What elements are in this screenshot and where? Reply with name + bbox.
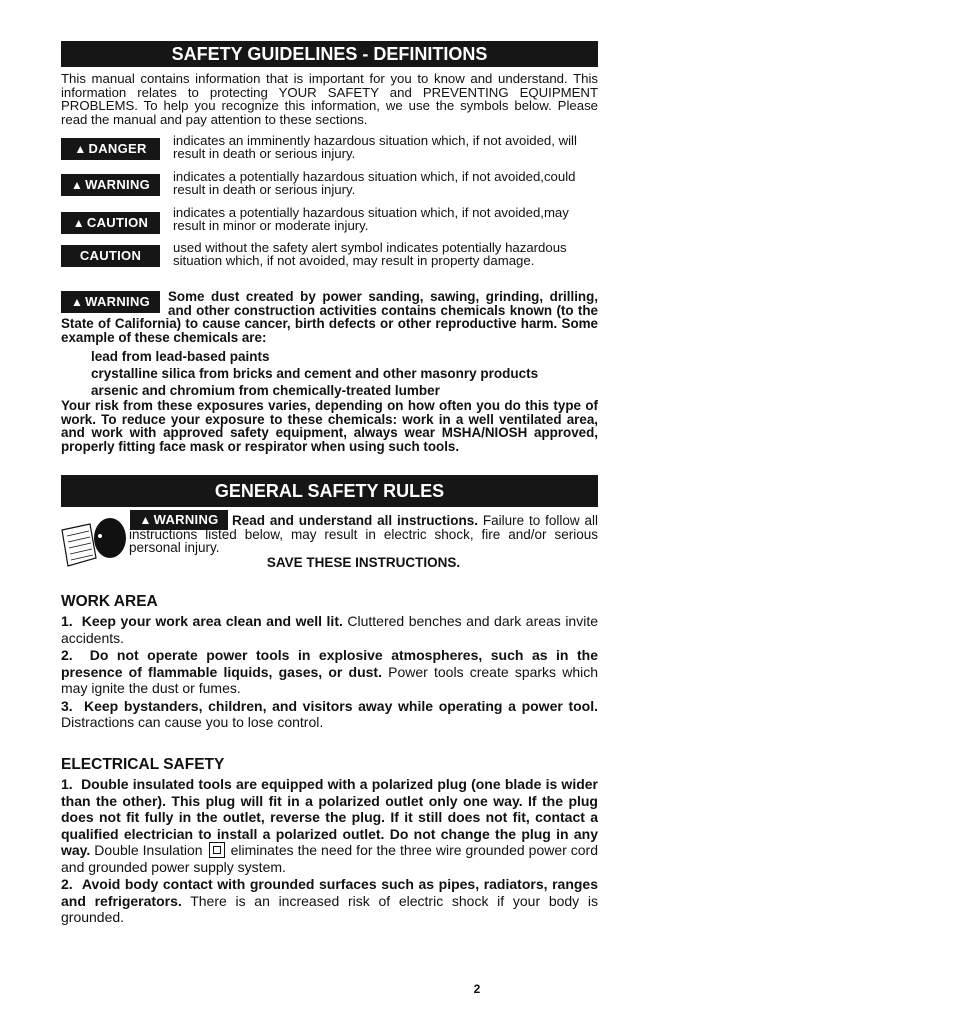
general-warning-signal-word: ▲ WARNING (130, 510, 228, 530)
dust-warning-signal-word: ▲ WARNING (61, 291, 160, 313)
electrical-safety-list (61, 776, 598, 926)
alert-triangle-icon: ▲ (139, 513, 152, 527)
alert-triangle-icon: ▲ (70, 295, 84, 309)
read-manual-icon (60, 516, 128, 568)
read-instructions-bold: Read and understand all instructions. (232, 513, 478, 528)
list-item: 1. Double insulated tools are equipped with a polarized plug (one blade is wider than the other). This plug will fit in a polarized outlet only one way. If the plug does not fit fully in the outlet, reverse the plug. If it still does not fit, contact a qualified electrician to install a polarized outlet. Do not change the plug in any way. Double Insulation eliminates the need for the three wire grounded power cord and grounded power supply system. (61, 776, 599, 875)
caution-plain-definition-text: used without the safety alert symbol indicates potentially hazardous situation which, if not avoided, may result in property damage. (173, 240, 567, 268)
section-title-general-rules: GENERAL SAFETY RULES (61, 475, 598, 507)
chemical-item: crystalline silica from bricks and cement and other masonry products (91, 366, 539, 381)
caution-definition-text: indicates a potentially hazardous situation which, if not avoided,may result in minor or moderate injury. (173, 205, 569, 233)
intro-text: This manual contains information that is important for you to know and understand. This information relates to protecting YOUR SAFETY and PREVENTING EQUIPMENT PROBLEMS. To help you recognize this information, we use the symbols below. Please read the manual and pay attention to these sections. (61, 71, 598, 127)
alert-triangle-icon: ▲ (70, 178, 84, 192)
list-item: 3. Keep bystanders, children, and visitors away while operating a power tool. Distractions can cause you to lose control. (61, 697, 598, 730)
work-area-heading: WORK AREA (61, 593, 158, 610)
warning-definition-text: indicates a potentially hazardous situation which, if not avoided,could result in death or serious injury. (173, 169, 576, 197)
alert-triangle-icon: ▲ (74, 142, 87, 156)
alert-triangle-icon: ▲ (72, 216, 85, 230)
warning-signal-word: ▲ WARNING (61, 174, 160, 196)
dust-warning-text: Some dust created by power sanding, sawing, grinding, drilling, and other construction activities contains chemicals known (to the State of California) to cause cancer, birth defects or other reproductive harm. Some example of these chemicals are: (61, 289, 598, 345)
section-title-definitions: SAFETY GUIDELINES - DEFINITIONS (61, 41, 598, 67)
chemical-item: arsenic and chromium from chemically-treated lumber (91, 383, 440, 398)
double-insulation-icon (209, 842, 225, 858)
work-area-list (61, 613, 598, 731)
dust-warning (61, 290, 598, 453)
list-item: 2. Avoid body contact with grounded surfaces such as pipes, radiators, ranges and refrigerators. There is an increased risk of electric shock if your body is grounded. (61, 876, 598, 925)
read-instructions-text (129, 514, 598, 555)
chemical-item: lead from lead-based paints (91, 349, 270, 364)
list-item: 2. Do not operate power tools in explosive atmospheres, such as in the presence of flammable liquids, gases, or dust. Power tools create sparks which may ignite the dust or fumes. (61, 647, 599, 696)
read-instructions-rest: Failure to follow all instructions listed below, may result in electric shock, fire and/or serious personal injury. (129, 513, 598, 555)
page-number: 2 (473, 982, 481, 996)
caution-signal-word: ▲ CAUTION (61, 212, 160, 234)
danger-definition-text: indicates an imminently hazardous situation which, if not avoided, will result in death or serious injury. (173, 133, 577, 161)
electrical-safety-heading: ELECTRICAL SAFETY (61, 756, 225, 773)
save-instructions: SAVE THESE INSTRUCTIONS. (266, 555, 461, 570)
list-item: 1. Keep your work area clean and well lit. Cluttered benches and dark areas invite accidents. (61, 613, 599, 646)
caution-plain-signal-word: CAUTION (61, 245, 160, 267)
danger-signal-word: ▲ DANGER (61, 138, 160, 160)
exposure-risk-text: Your risk from these exposures varies, depending on how often you do this type of work. To reduce your exposure to these chemicals: work in a well ventilated area, and work with approved safety equipment, always wear MSHA/NIOSH approved, properly fitting face mask or respirator when using such tools. (61, 398, 598, 454)
